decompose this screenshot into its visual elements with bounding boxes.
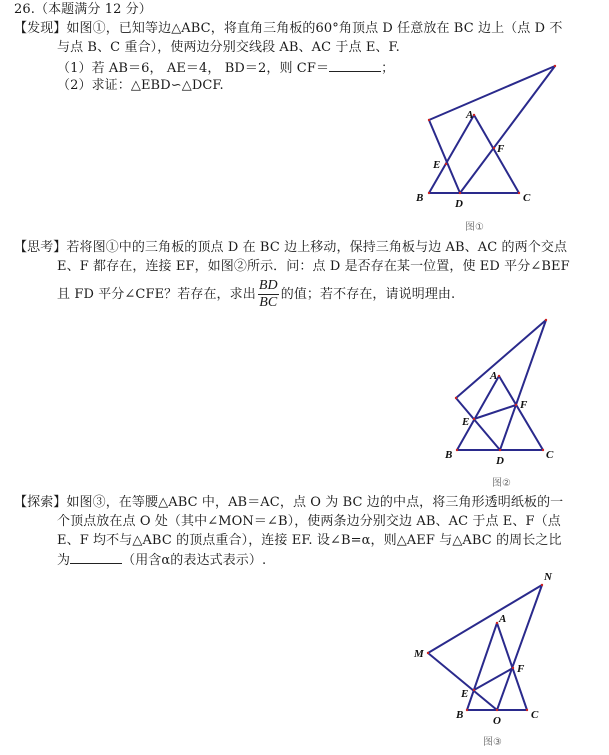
- fig3-label-f: F: [517, 663, 525, 675]
- fig2-label-c: C: [546, 449, 554, 461]
- fig2-label-b: B: [445, 449, 453, 461]
- fig3-label-o: O: [493, 715, 501, 727]
- fig3-label-a: A: [499, 613, 507, 625]
- fig3-label-m: M: [414, 648, 424, 660]
- figure-3: [428, 585, 542, 710]
- fig1-label-c: C: [523, 192, 531, 204]
- fig1-label-a: A: [466, 109, 474, 121]
- fig2-label-e: E: [462, 416, 470, 428]
- fig1-label-e: E: [433, 159, 441, 171]
- discover-text-1: 如图①，已知等边△ABC，将直角三角板的60°角顶点 D 任意放在 BC 边上（点 D 不: [66, 21, 563, 36]
- think-line-2: E、F 都存在，连接 EF，如图②所示．问：点 D 是否存在某一位置，使 ED 平分∠BEF: [57, 259, 570, 274]
- explore-text-4a: 为: [57, 553, 71, 568]
- q1-text: （1）若 AB＝6， AE＝4， BD＝2，则 CF＝: [57, 61, 330, 76]
- explore-text-4b: （用含α的表达式表示）.: [122, 553, 267, 568]
- q1-suffix: ；: [381, 61, 395, 76]
- explore-text-1: 如图③，在等腰△ABC 中，AB＝AC，点 O 为 BC 边的中点，将三角形透明纸板的一: [66, 495, 564, 510]
- fig2-caption: 图②: [492, 478, 511, 489]
- fig1-points: [428, 65, 556, 194]
- figure-1: [429, 66, 555, 193]
- fig3-label-b: B: [456, 709, 464, 721]
- figure-2: [456, 320, 546, 450]
- fig3-label-e: E: [461, 688, 469, 700]
- fig2-label-a: A: [490, 370, 498, 382]
- problem-header: 26.（本题满分 12 分）: [14, 2, 152, 17]
- think-tag: 【思考】: [14, 240, 67, 255]
- fig2-label-f: F: [520, 399, 528, 411]
- think-text-3b: 的值；若不存在，请说明理由.: [280, 287, 456, 302]
- discover-tag: 【发现】: [14, 21, 67, 36]
- fig3-points: [427, 584, 543, 711]
- explore-line-2: 个顶点放在点 O 处（其中∠MON＝∠B），使两条边分别交边 AB、AC 于点 E、F（点: [57, 514, 561, 529]
- fig3-label-c: C: [531, 709, 539, 721]
- fig1-set-square: [429, 66, 555, 193]
- fig1-label-f: F: [497, 143, 505, 155]
- fig1-caption: 图①: [465, 222, 484, 233]
- fig1-label-b: B: [416, 192, 424, 204]
- fig3-caption: 图③: [483, 737, 502, 748]
- fig3-triangle-mon: [428, 585, 542, 710]
- fig3-label-n: N: [544, 571, 552, 583]
- explore-line-3: E、F 均不与△ABC 的顶点重合），连接 EF. 设∠B=α，则△AEF 与△ABC 的周长之比: [57, 533, 562, 548]
- fig1-label-d: D: [455, 198, 463, 210]
- think-text-1: 若将图①中的三角板的顶点 D 在 BC 边上移动，保持三角板与边 AB、AC 的两个交点: [66, 240, 568, 255]
- fig2-label-d: D: [496, 455, 504, 467]
- discover-line-2: 与点 B、C 重合），使两边分别交线段 AB、AC 于点 E、F.: [57, 40, 400, 55]
- discover-q2: （2）求证：△EBD∽△DCF.: [57, 78, 224, 93]
- fraction-numerator: BD: [258, 278, 278, 293]
- fraction-denominator: BC: [259, 295, 278, 310]
- think-text-3a: 且 FD 平分∠CFE？若存在，求出: [57, 287, 256, 302]
- explore-tag: 【探索】: [14, 495, 67, 510]
